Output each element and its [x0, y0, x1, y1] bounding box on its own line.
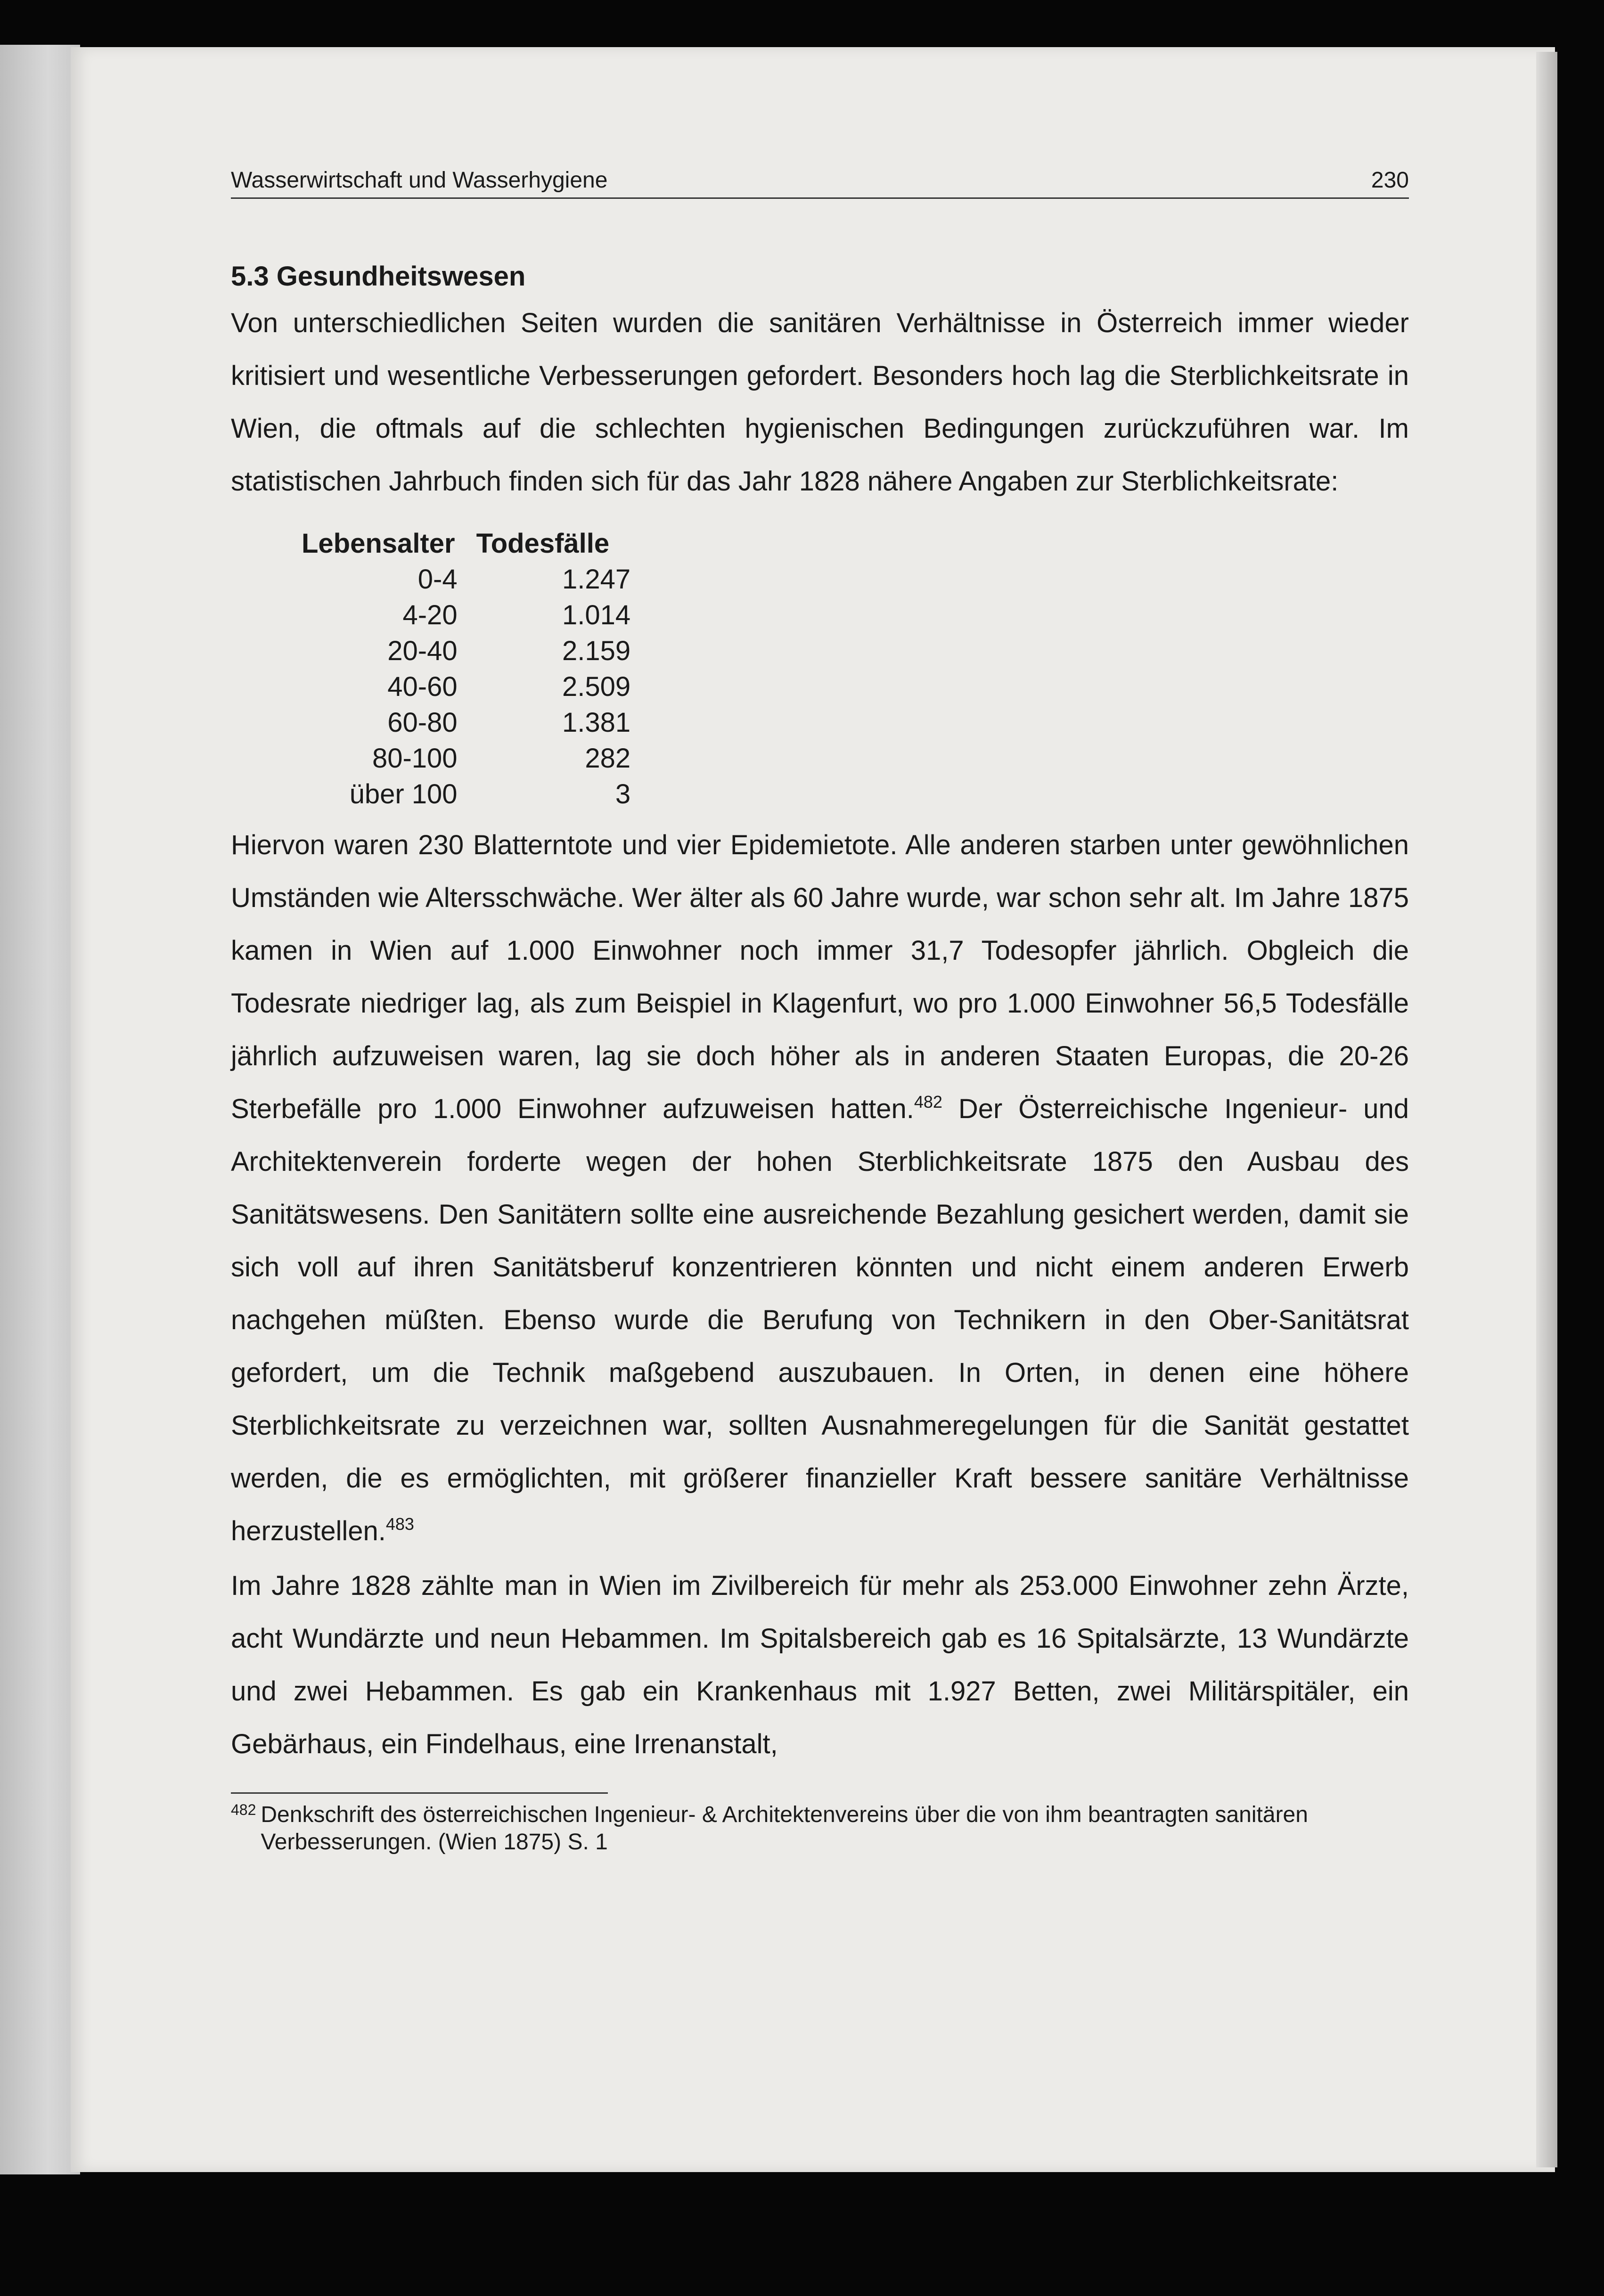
table-row [302, 669, 630, 705]
mortality-table [302, 526, 630, 812]
deaths-cell: 1.381 [562, 707, 631, 738]
running-header [231, 167, 1409, 199]
footnote-divider [231, 1792, 608, 1794]
age-cell: über 100 [349, 779, 458, 809]
age-cell: 0-4 [417, 564, 458, 595]
footnote-ref-482[interactable]: 482 [914, 1092, 942, 1111]
page-number: 230 [1371, 168, 1409, 193]
table-row [302, 705, 630, 741]
deaths-cell: 2.509 [562, 671, 631, 702]
footnote-482 [231, 1801, 1409, 1856]
page-right-edge [1536, 52, 1557, 2167]
age-cell: 20-40 [387, 636, 458, 666]
column-header-age: Lebensalter [302, 528, 455, 559]
footnote-text: Denkschrift des österreichischen Ingenieur- & Architektenvereins über die von ihm beantragten sanitären Verbesserungen. (Wien 1875) S. 1 [261, 1802, 1308, 1855]
deaths-cell: 1.247 [562, 564, 631, 595]
deaths-cell: 282 [585, 743, 631, 774]
deaths-cell: 2.159 [562, 636, 631, 666]
paragraph-intro: Von unterschiedlichen Seiten wurden die sanitären Verhältnisse in Österreich immer wieder kritisiert und wesentliche Verbesserungen gefordert. Besonders hoch lag die Sterblichkeitsrate in Wien, die oftmals auf die schlechten hygienischen Bedingungen zurückzuführen war. Im statistischen Jahrbuch finden sich für das Jahr 1828 nähere Angaben zur Sterblichkeitsrate: [231, 308, 1409, 497]
table-row [302, 562, 630, 597]
column-header-deaths: Todesfälle [476, 528, 610, 559]
table-row [302, 633, 630, 669]
underlying-page-edge [0, 45, 80, 2174]
paragraph-text: Der Österreichische Ingenieur- und Architektenverein forderte wegen der hohen Sterblichkeitsrate 1875 den Ausbau des Sanitätswesens. Den Sanitätern sollte eine ausreichende Bezahlung gesichert werden, damit sie sich voll auf ihren Sanitätsberuf konzentrieren könnten und nicht einem anderen Erwerb nachgehen müßten. Ebenso wurde die Berufung von Technikern in den Ober-Sanitätsrat gefordert, um die Technik maßgebend auszubauen. In Orten, in denen eine höhere Sterblichkeitsrate zu verzeichnen war, sollten Ausnahmeregelungen für die Sanität gestattet werden, die es ermöglichten, mit größerer finanzieller Kraft bessere sanitäre Verhältnisse herzustellen. [231, 1094, 1409, 1546]
table-row [302, 776, 630, 812]
footnote-number: 482 [231, 1801, 256, 1818]
footnote-ref-483[interactable]: 483 [385, 1514, 414, 1534]
table-header-row [302, 526, 630, 562]
paragraph-doctors: Im Jahre 1828 zählte man in Wien im Zivilbereich für mehr als 253.000 Einwohner zehn Ärzte, acht Wundärzte und neun Hebammen. Im Spitalsbereich gab es 16 Spitalsärzte, 13 Wundärzte und zwei Hebammen. Es gab ein Krankenhaus mit 1.927 Betten, zwei Militärspitäler, ein Gebärhaus, ein Findelhaus, eine Irrenanstalt, [231, 1570, 1409, 1759]
age-cell: 4-20 [402, 600, 458, 630]
deaths-cell: 3 [615, 779, 631, 809]
age-cell: 80-100 [372, 743, 458, 774]
paragraph-text: Hiervon waren 230 Blatterntote und vier Epidemietote. Alle anderen starben unter gewöhnlichen Umständen wie Altersschwäche. Wer älter als 60 Jahre wurde, war schon sehr alt. Im Jahre 1875 kamen in Wien auf 1.000 Einwohner noch immer 31,7 Todesopfer jährlich. Obgleich die Todesrate niedriger lag, als zum Beispiel in Klagenfurt, wo pro 1.000 Einwohner 56,5 Todesfälle jährlich aufzuweisen waren, lag sie doch höher als in anderen Staaten Europas, die 20-26 Sterbefälle pro 1.000 Einwohner aufzuweisen hatten. [231, 830, 1409, 1124]
section-title: 5.3 Gesundheitswesen [231, 261, 526, 292]
deaths-cell: 1.014 [562, 600, 631, 630]
paragraph-mortality [231, 819, 1409, 1558]
age-cell: 60-80 [387, 707, 458, 738]
table-row [302, 741, 630, 776]
table-row [302, 597, 630, 633]
header-title: Wasserwirtschaft und Wasserhygiene [231, 168, 608, 193]
age-cell: 40-60 [387, 671, 458, 702]
page-content [231, 167, 1409, 1856]
